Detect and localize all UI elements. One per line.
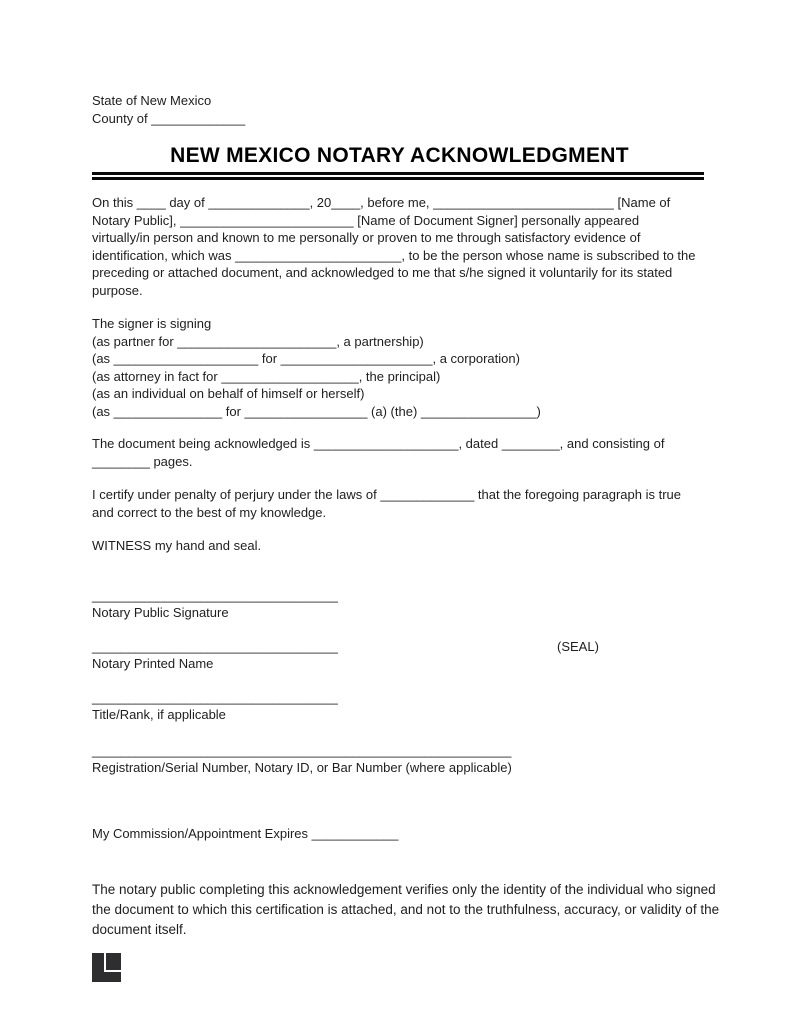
text-line: On this ____ day of ______________, 20____, before me, _________________________ [Name of [92,195,671,210]
certification-paragraph [92,486,731,521]
text-line: ________ pages. [92,453,193,469]
notary-signature-field [92,587,731,622]
commission-expiry-line: My Commission/Appointment Expires ____________ [92,825,399,841]
text-line: (as _______________ for _________________ (a) (the) ________________) [92,403,541,419]
title-rank-field [92,689,731,724]
county-line: County of _____________ [92,110,246,126]
page-title: NEW MEXICO NOTARY ACKNOWLEDGMENT [170,144,629,167]
text-line: preceding or attached document, and acknowledged to me that s/he signed it voluntarily for its stated [92,265,673,280]
divider-bottom-line [92,177,704,180]
signature-line-label: Title/Rank, if applicable [92,707,226,722]
seal-placeholder: (SEAL) [557,639,599,654]
text-line: The document being acknowledged is ____________________, dated ________, and consisting of [92,436,665,451]
signer-capacity-section [92,315,731,420]
text-line: the document to which this certification is attached, and not to the truthfulness, accuracy, or validity of the [92,902,720,917]
text-line: purpose. [92,282,143,298]
text-line: and correct to the best of my knowledge. [92,504,327,520]
text-line: (as an individual on behalf of himself or herself) [92,386,365,401]
document-description-paragraph [92,435,731,470]
witness-line: WITNESS my hand and seal. [92,538,262,553]
signature-line: __________________________________ [92,587,338,603]
title-divider [92,172,704,180]
signature-line: __________________________________________________________ [92,742,512,758]
notary-disclaimer [92,880,731,940]
opening-paragraph [92,194,731,299]
text-line: identification, which was _______________________, to be the person whose name is subscribed to the [92,247,696,263]
text-line: (as attorney in fact for ___________________, the principal) [92,368,441,384]
text-line: (as partner for ______________________, a partnership) [92,333,424,349]
signature-line: __________________________________ [92,638,338,654]
text-line: The notary public completing this acknowledgement verifies only the identity of the individual who signed [92,882,716,897]
text-line: virtually/in person and known to me personally or proven to me through satisfactory evidence of [92,230,641,245]
registration-number-field [92,742,731,777]
signature-line-label: Notary Printed Name [92,656,214,671]
text-line: I certify under penalty of perjury under the laws of _____________ that the foregoing paragraph is true [92,487,681,502]
signature-line-label: Notary Public Signature [92,605,229,620]
state-line: State of New Mexico [92,93,212,108]
signature-line-label: Registration/Serial Number, Notary ID, or Bar Number (where applicable) [92,760,512,775]
legal-templates-logo-icon [92,953,121,982]
signature-line: __________________________________ [92,689,338,705]
text-line: The signer is signing [92,316,212,331]
text-line: document itself. [92,922,187,937]
notary-printed-name-field [92,638,731,673]
text-line: (as ____________________ for _____________________, a corporation) [92,351,520,366]
venue-block [92,92,731,127]
footer [92,880,731,982]
text-line: Notary Public], ________________________ [Name of Document Signer] personally appeared [92,212,640,228]
